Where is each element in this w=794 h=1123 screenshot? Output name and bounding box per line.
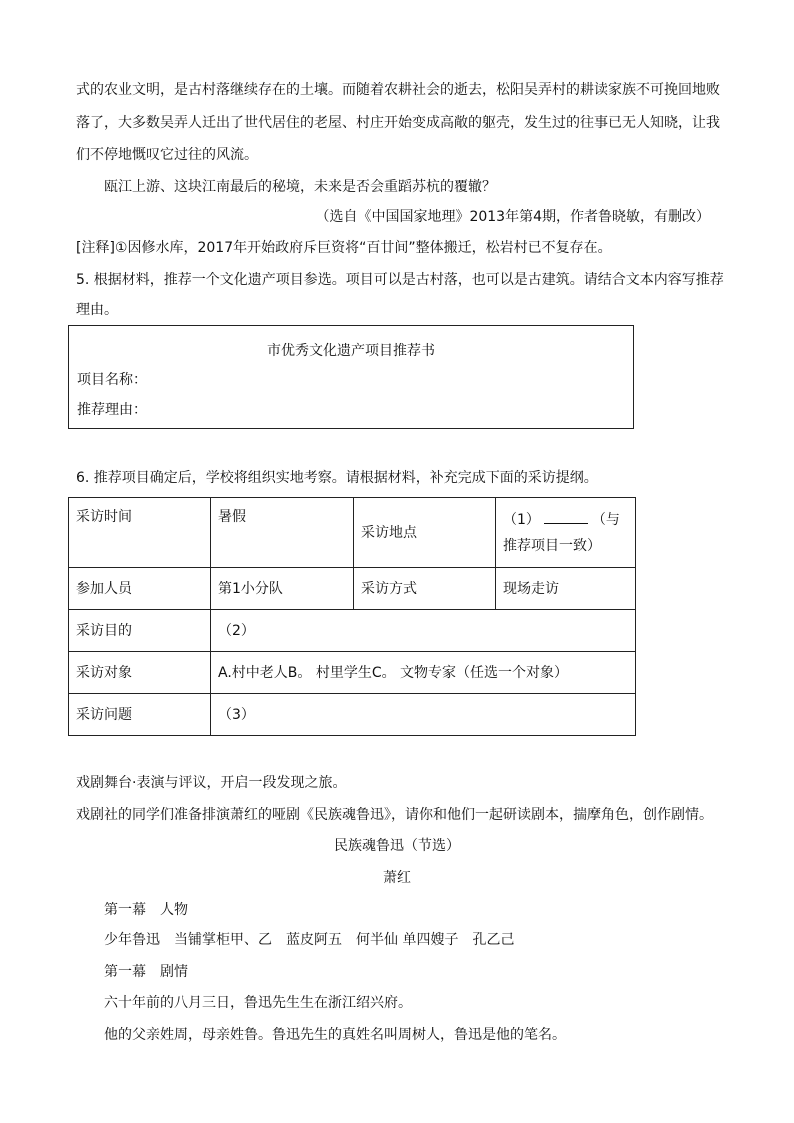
question-5-line-2: 理由。 xyxy=(76,302,118,318)
interview-subject-value: A.村中老人B。 村里学生C。 文物专家（任选一个对象） xyxy=(211,652,636,694)
passage-line-2: 落了，大多数吴弄人迁出了世代居住的老屋、村庄开始变成高敞的躯壳，发生过的往事已无人知晓，让我 xyxy=(76,115,720,131)
interview-time-value: 暑假 xyxy=(211,498,354,568)
table-row xyxy=(69,498,636,568)
interview-outline-table xyxy=(68,497,636,736)
annotation-note: [注释]①因修水库，2017年开始政府斥巨资将“百廿间”整体搬迁，松岩村已不复存在。 xyxy=(76,240,612,256)
interview-place-value[interactable] xyxy=(496,498,636,568)
recommendation-form xyxy=(68,325,634,429)
place-note-end: 推荐项目一致） xyxy=(503,537,601,554)
interview-place-label: 采访地点 xyxy=(354,498,496,568)
act-1-characters-list: 少年鲁迅 当铺掌柜甲、乙 蓝皮阿五 何半仙 单四嫂子 孔乙己 xyxy=(104,932,515,948)
interview-purpose-value[interactable]: （2） xyxy=(211,610,636,652)
place-blank-number: （1） xyxy=(503,511,540,528)
question-5-line-1: 5. 根据材料，推荐一个文化遗产项目参选。项目可以是古村落，也可以是古建筑。请结合文本内容写推荐 xyxy=(76,272,724,288)
interview-time-label: 采访时间 xyxy=(69,498,211,568)
place-answer-blank[interactable] xyxy=(544,509,588,524)
recommendation-reason-field[interactable]: 推荐理由： xyxy=(77,402,147,418)
table-row xyxy=(69,652,636,694)
participants-value: 第1小分队 xyxy=(211,568,354,610)
project-name-field[interactable]: 项目名称： xyxy=(77,372,147,388)
plot-line-2: 他的父亲姓周，母亲姓鲁。鲁迅先生的真姓名叫周树人，鲁迅是他的笔名。 xyxy=(104,1027,566,1043)
drama-intro-2: 戏剧社的同学们准备排演萧红的哑剧《民族魂鲁迅》，请你和他们一起研读剧本，揣摩角色，创作剧情。 xyxy=(76,807,713,823)
script-title: 民族魂鲁迅（节选） xyxy=(334,838,460,854)
source-citation: （选自《中国国家地理》2013年第4期，作者鲁晓敏，有删改） xyxy=(315,209,710,225)
script-author: 萧红 xyxy=(383,870,411,886)
act-1-plot-heading: 第一幕 剧情 xyxy=(104,964,188,980)
interview-method-value: 现场走访 xyxy=(496,568,636,610)
passage-line-3: 们不停地慨叹它过往的风流。 xyxy=(76,147,258,163)
table-row xyxy=(69,610,636,652)
interview-questions-value[interactable]: （3） xyxy=(211,694,636,736)
interview-questions-label: 采访问题 xyxy=(69,694,211,736)
interview-method-label: 采访方式 xyxy=(354,568,496,610)
drama-intro-1: 戏剧舞台·表演与评议，开启一段发现之旅。 xyxy=(76,775,347,791)
question-6-prompt: 6. 推荐项目确定后，学校将组织实地考察。请根据材料，补充完成下面的采访提纲。 xyxy=(76,470,598,486)
participants-label: 参加人员 xyxy=(69,568,211,610)
plot-line-1: 六十年前的八月三日，鲁迅先生生在浙江绍兴府。 xyxy=(104,995,412,1011)
table-row xyxy=(69,568,636,610)
place-note-start: （与 xyxy=(591,511,620,528)
passage-line-4: 瓯江上游、这块江南最后的秘境，未来是否会重蹈苏杭的覆辙？ xyxy=(104,179,496,195)
interview-purpose-label: 采访目的 xyxy=(69,610,211,652)
table-row xyxy=(69,694,636,736)
passage-line-1: 式的农业文明，是古村落继续存在的土壤。而随着农耕社会的逝去，松阳吴弄村的耕读家族不可挽回地败 xyxy=(76,82,720,98)
interview-subject-label: 采访对象 xyxy=(69,652,211,694)
act-1-characters-heading: 第一幕 人物 xyxy=(104,902,188,918)
recommendation-form-title: 市优秀文化遗产项目推荐书 xyxy=(267,343,435,359)
